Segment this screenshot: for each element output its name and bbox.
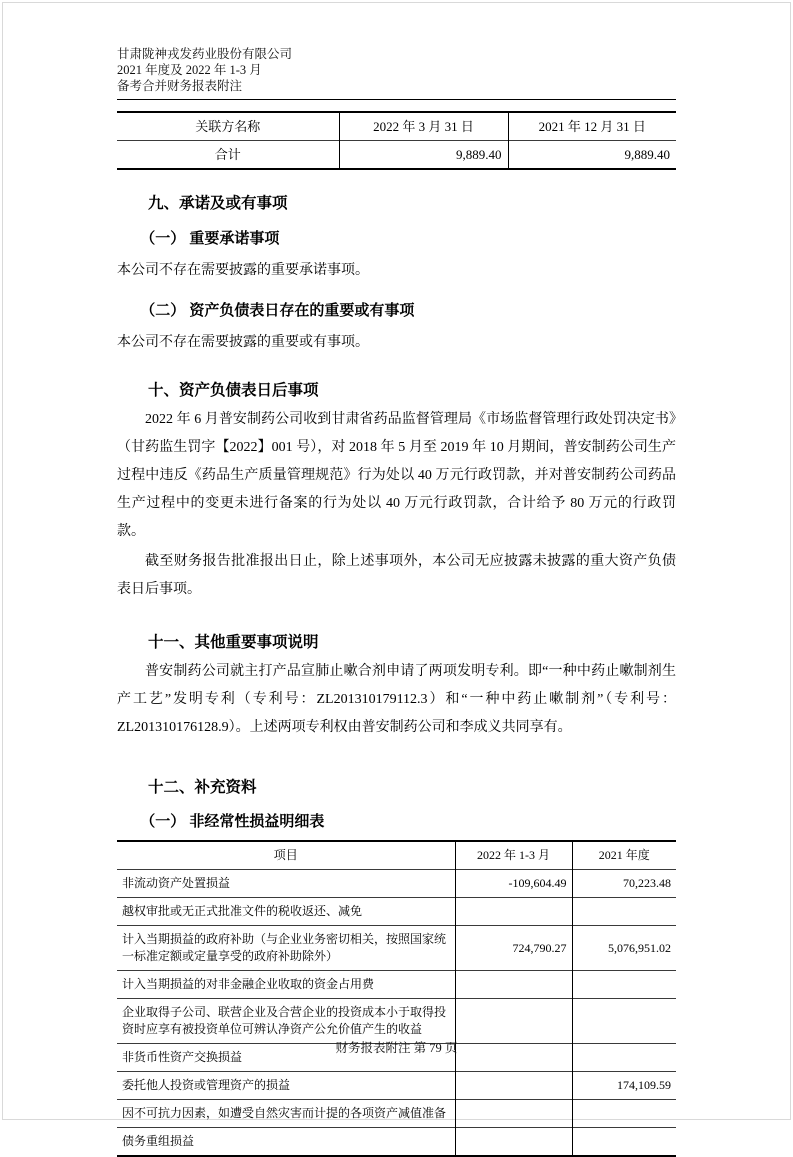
column-header: 2022 年 3 月 31 日 bbox=[339, 112, 508, 141]
row-label: 合计 bbox=[117, 141, 339, 170]
column-header: 项目 bbox=[273, 848, 298, 862]
report-period: 2021 年度及 2022 年 1-3 月 bbox=[117, 63, 262, 77]
item-label: 非货币性资产交换损益 bbox=[117, 1044, 455, 1072]
cell-value bbox=[572, 898, 676, 926]
table-row bbox=[117, 870, 676, 898]
section10-title: 十、资产负债表日后事项 bbox=[148, 382, 319, 399]
item-label: 非流动资产处置损益 bbox=[117, 870, 455, 898]
cell-value bbox=[455, 999, 572, 1044]
cell-value: 9,889.40 bbox=[508, 141, 676, 170]
non-recurring-items-table bbox=[117, 840, 676, 1157]
cell-value bbox=[572, 971, 676, 999]
table-row bbox=[117, 1100, 676, 1128]
section10-paragraph: 截至财务报告批准报出日止，除上述事项外，本公司无应披露未披露的重大资产负债表日后事项。 bbox=[117, 554, 676, 597]
column-header: 2022 年 1-3 月 bbox=[455, 841, 572, 870]
table-row bbox=[117, 971, 676, 999]
related-party-table bbox=[117, 111, 676, 170]
document-title: 备考合并财务报表附注 bbox=[117, 79, 243, 93]
cell-value: 5,076,951.02 bbox=[572, 926, 676, 971]
item-label: 委托他人投资或管理资产的损益 bbox=[117, 1072, 455, 1100]
page-footer: 财务报表附注 第 79 页 bbox=[335, 1041, 458, 1055]
table-row bbox=[117, 898, 676, 926]
item-label: 计入当期损益的对非金融企业收取的资金占用费 bbox=[117, 971, 455, 999]
item-label: 越权审批或无正式批准文件的税收返还、减免 bbox=[117, 898, 455, 926]
section9-title: 九、承诺及或有事项 bbox=[148, 195, 288, 212]
cell-value bbox=[455, 1128, 572, 1157]
cell-value: 9,889.40 bbox=[339, 141, 508, 170]
section11-title: 十一、其他重要事项说明 bbox=[148, 634, 319, 651]
table-row bbox=[117, 926, 676, 971]
section12-sub1-title: （一） 非经常性损益明细表 bbox=[140, 813, 325, 830]
section9-sub1-text: 本公司不存在需要披露的重要承诺事项。 bbox=[117, 263, 369, 278]
cell-value bbox=[455, 898, 572, 926]
table-row bbox=[117, 1072, 676, 1100]
section11-paragraph: 普安制药公司就主打产品宣肺止嗽合剂申请了两项发明专利。即“一种中药止嗽制剂生产工艺”发明专利（专利号：ZL201310179112.3）和“一种中药止嗽制剂”（专利号：ZL201310176128.9）。上述两项专利权由普安制药公司和李成义共同享有。 bbox=[117, 664, 676, 735]
cell-value bbox=[572, 1100, 676, 1128]
company-name: 甘肃陇神戎发药业股份有限公司 bbox=[117, 47, 293, 61]
cell-value bbox=[455, 971, 572, 999]
item-label: 因不可抗力因素，如遭受自然灾害而计提的各项资产减值准备 bbox=[117, 1100, 455, 1128]
section9-sub2-title: （二） 资产负债表日存在的重要或有事项 bbox=[140, 302, 415, 319]
cell-value bbox=[572, 999, 676, 1044]
cell-value: 174,109.59 bbox=[572, 1072, 676, 1100]
item-label: 企业取得子公司、联营企业及合营企业的投资成本小于取得投资时应享有被投资单位可辨认净资产公允价值产生的收益 bbox=[117, 999, 455, 1044]
table-header-row bbox=[117, 841, 676, 870]
section12-title: 十二、补充资料 bbox=[148, 779, 257, 796]
document-page bbox=[117, 46, 676, 1157]
item-label: 债务重组损益 bbox=[117, 1128, 455, 1157]
section10-paragraph: 2022 年 6 月普安制药公司收到甘肃省药品监督管理局《市场监督管理行政处罚决定书》（甘药监生罚字【2022】001 号），对 2018 年 5 月至 2019 年 10 月期间，普安制药公司生产过程中违反《药品生产质量管理规范》行为处以 40 万元行政罚款，并对普安制药公司药品生产过程中的变更未进行备案的行为处以 40 万元行政罚款，合计给予 80 万元的行政罚款。 bbox=[117, 412, 676, 539]
cell-value bbox=[455, 1072, 572, 1100]
table-row bbox=[117, 1128, 676, 1157]
cell-value: -109,604.49 bbox=[455, 870, 572, 898]
column-header: 2021 年度 bbox=[572, 841, 676, 870]
column-header: 2021 年 12 月 31 日 bbox=[508, 112, 676, 141]
section9-sub2-text: 本公司不存在需要披露的重要或有事项。 bbox=[117, 335, 369, 350]
item-label: 计入当期损益的政府补助（与企业业务密切相关，按照国家统一标准定额或定量享受的政府补助除外） bbox=[117, 926, 455, 971]
cell-value: 724,790.27 bbox=[455, 926, 572, 971]
section9-sub1-title: （一） 重要承诺事项 bbox=[140, 230, 280, 247]
header-rule bbox=[117, 99, 676, 100]
table-header-row bbox=[117, 112, 676, 141]
table-row bbox=[117, 999, 676, 1044]
table-row bbox=[117, 141, 676, 170]
document-header bbox=[117, 46, 676, 94]
column-header: 关联方名称 bbox=[195, 119, 261, 134]
cell-value bbox=[455, 1100, 572, 1128]
cell-value: 70,223.48 bbox=[572, 870, 676, 898]
cell-value bbox=[572, 1128, 676, 1157]
